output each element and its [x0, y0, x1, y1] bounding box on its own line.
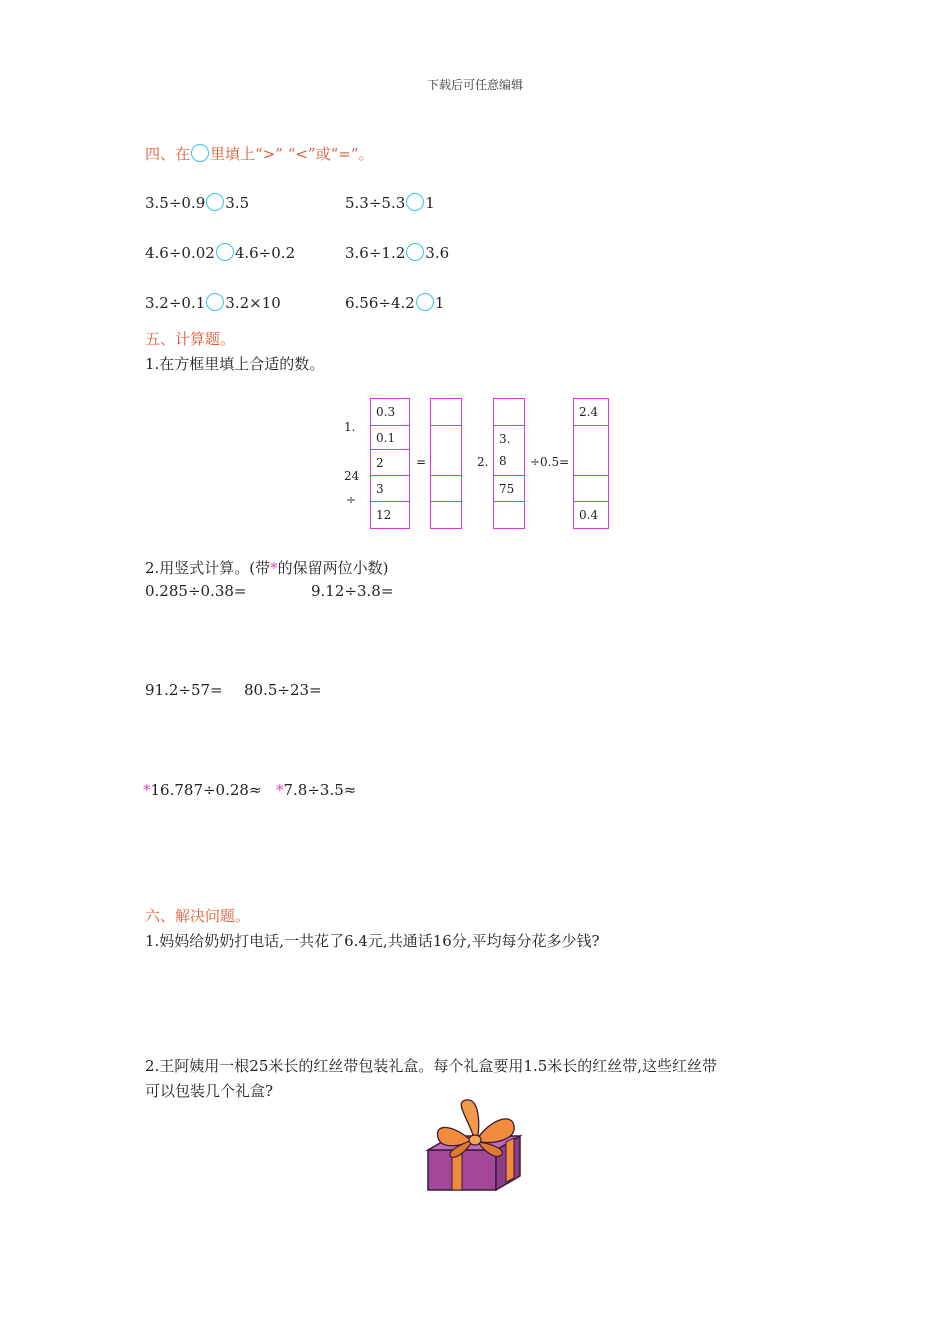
star-mark: *: [270, 559, 278, 577]
calc-text: 7.8÷3.5≈: [283, 781, 357, 799]
expr-right: 3.5: [225, 194, 250, 212]
puzzle-2-number: 2.: [477, 455, 489, 469]
expr-right: 4.6÷0.2: [234, 244, 296, 262]
compare-row-1-right: [345, 193, 435, 212]
expr-right: 3.6: [425, 244, 450, 262]
digit-box[interactable]: 2.4: [579, 405, 599, 419]
digit-text: 8: [499, 454, 507, 468]
section-4-title-b: 里填上“>” “<”或“=”。: [210, 145, 374, 163]
digit-box[interactable]: 0.1: [371, 425, 409, 449]
puzzle-1-equals: =: [416, 455, 427, 469]
answer-circle[interactable]: [206, 193, 224, 211]
expr-left: 3.2÷0.1: [145, 294, 206, 312]
star-mark: *: [276, 781, 284, 799]
expr-left: 3.5÷0.9: [145, 194, 206, 212]
digit-box[interactable]: [431, 399, 461, 425]
problem-6-2-line-1: 2.王阿姨用一根25米长的红丝带包装礼盒。每个礼盒要用1.5米长的红丝带,这些红丝带: [145, 1057, 718, 1075]
blank-circle-icon: [191, 144, 209, 162]
compare-row-1-left: [145, 193, 249, 212]
puzzle-1-op: ÷: [346, 493, 357, 507]
puzzle-2-op: ÷0.5=: [530, 455, 570, 469]
answer-circle[interactable]: [406, 243, 424, 261]
digit-box[interactable]: [431, 475, 461, 501]
expr-left: 6.56÷4.2: [345, 294, 415, 312]
q2-text-b: 的保留两位小数): [277, 559, 389, 577]
expr-left: 3.6÷1.2: [345, 244, 406, 262]
digit-box[interactable]: 2: [371, 449, 409, 475]
digit-box[interactable]: 3: [371, 475, 409, 501]
expr-right: 1: [434, 294, 445, 312]
answer-circle[interactable]: [416, 293, 434, 311]
q2-text-a: 2.用竖式计算。(带: [145, 559, 271, 577]
calc-problem: 80.5÷23=: [244, 681, 322, 699]
section-4-title-a: 四、在: [145, 145, 191, 163]
expr-right: 1: [425, 194, 435, 212]
digit-box[interactable]: [574, 425, 608, 475]
page-header: 下载后可任意编辑: [426, 78, 523, 92]
compare-row-3-left: [145, 293, 281, 312]
digit-box[interactable]: 0.3: [376, 405, 396, 419]
puzzle-1-column-b: [430, 398, 462, 529]
digit-box[interactable]: [494, 425, 524, 475]
problem-6-1: 1.妈妈给奶奶打电话,一共花了6.4元,共通话16分,平均每分花多少钱?: [145, 932, 600, 950]
puzzle-2-column-a: [493, 398, 525, 529]
digit-box[interactable]: [431, 425, 461, 475]
calc-text: 16.787÷0.28≈: [150, 781, 262, 799]
question-5-1: 1.在方框里填上合适的数。: [145, 355, 325, 373]
section-6-title: 六、解决问题。: [145, 907, 251, 925]
expr-left: 5.3÷5.3: [345, 194, 406, 212]
gift-box-icon: [424, 1098, 526, 1193]
answer-circle[interactable]: [216, 243, 234, 261]
calc-problem-starred: [276, 781, 356, 799]
compare-row-3-right: [345, 293, 444, 312]
problem-6-2-line-2: 可以包装几个礼盒?: [145, 1082, 274, 1100]
expr-left: 4.6÷0.02: [145, 244, 215, 262]
calc-problem: 0.285÷0.38=: [145, 582, 247, 600]
calc-problem-starred: [143, 781, 262, 799]
question-5-2: [145, 557, 389, 578]
puzzle-1-column-a: [370, 398, 410, 529]
puzzle-1-dividend: 24: [344, 469, 360, 483]
compare-row-2-left: [145, 243, 295, 262]
digit-box[interactable]: [431, 501, 461, 528]
puzzle-1-number: 1.: [344, 420, 356, 434]
answer-circle[interactable]: [406, 193, 424, 211]
digit-box[interactable]: 12: [371, 501, 409, 528]
expr-right: 3.2×10: [225, 294, 281, 312]
puzzle-2-column-b: [573, 398, 609, 529]
answer-circle[interactable]: [206, 293, 224, 311]
digit-box[interactable]: 75: [494, 475, 524, 501]
digit-box[interactable]: [494, 399, 524, 425]
digit-box[interactable]: 0.4: [574, 501, 608, 528]
compare-row-2-right: [345, 243, 449, 262]
star-mark: *: [143, 781, 151, 799]
digit-box[interactable]: [574, 475, 608, 501]
section-4-title: [145, 143, 374, 164]
digit-text: 3.: [499, 432, 511, 446]
calc-problem: 91.2÷57=: [145, 681, 223, 699]
section-5-title: 五、计算题。: [145, 330, 236, 348]
digit-box[interactable]: [494, 501, 524, 528]
calc-problem: 9.12÷3.8=: [311, 582, 394, 600]
